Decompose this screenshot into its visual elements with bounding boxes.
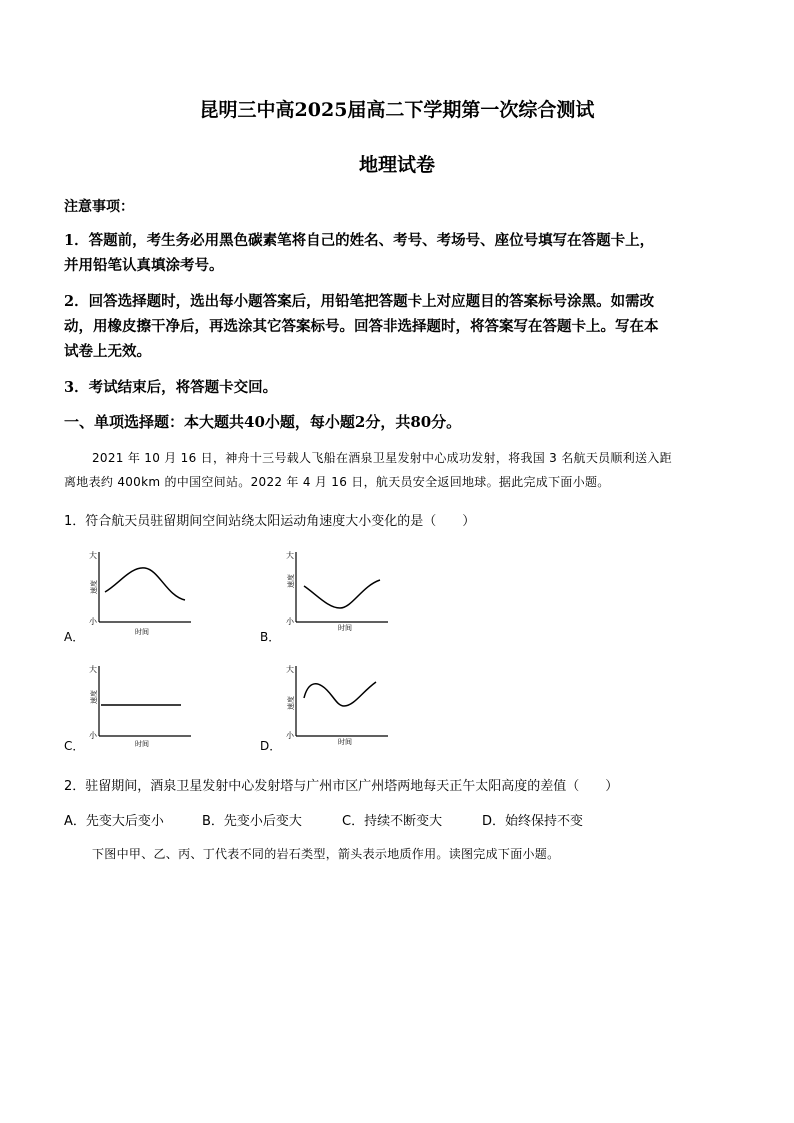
passage-2 [64, 842, 730, 866]
graph-d-curve [304, 682, 376, 706]
option-c-label: C． [64, 739, 85, 753]
graph-b-x-label: 时间 [338, 624, 352, 632]
notice-item-2-line1: 2．回答选择题时，选出每小题答案后，用铅笔把答题卡上对应题目的答案标号涂黑。如需改 [64, 293, 655, 310]
graph-d [282, 660, 392, 752]
passage-1-line2: 离地表约 400km 的中国空间站。2022 年 4 月 16 日，航天员安全返回地球。据此完成下面小题。 [64, 475, 610, 489]
section-heading: 一、单项选择题：本大题共40小题，每小题2分，共80分。 [64, 413, 462, 431]
graph-c-y-label: 速度 [90, 690, 98, 704]
graph-c-x-label: 时间 [135, 740, 149, 748]
graph-c-y-bottom: 小 [89, 731, 97, 740]
notice-item-3 [64, 375, 730, 400]
notice-item-1 [64, 228, 730, 278]
graph-a-y-bottom: 小 [89, 617, 97, 626]
passage-2-line1: 下图中甲、乙、丙、丁代表不同的岩石类型，箭头表示地质作用。读图完成下面小题。 [92, 847, 560, 861]
option-b-label: B． [260, 630, 281, 644]
graph-b-curve [304, 580, 380, 608]
q2-option-c: C．持续不断变大 [342, 814, 443, 829]
graph-a-y-label: 速度 [90, 580, 98, 594]
graph-b-y-label: 速度 [287, 574, 295, 588]
notice-item-2-line2: 动，用橡皮擦干净后，再选涂其它答案标号。回答非选择题时，将答案写在答题卡上。写在本 [64, 318, 659, 335]
q2-option-a: A．先变大后变小 [64, 814, 164, 829]
graph-a [85, 546, 195, 638]
notice-item-1-line1: 1．答题前，考生务必用黑色碳素笔将自己的姓名、考号、考场号、座位号填写在答题卡上， [64, 232, 655, 249]
notice-item-3-line1: 3．考试结束后，将答题卡交回。 [64, 379, 278, 396]
passage-1-line1: 2021 年 10 月 16 日，神舟十三号载人飞船在酒泉卫星发射中心成功发射，将我国 3 名航天员顺利送入距 [92, 451, 672, 465]
question-1-stem: 1．符合航天员驻留期间空间站绕太阳运动角速度大小变化的是（ ） [64, 514, 476, 529]
graph-d-y-bottom: 小 [286, 731, 294, 740]
passage-1 [64, 446, 730, 494]
option-d-label: D． [260, 739, 282, 753]
q2-option-b: B．先变小后变大 [202, 814, 302, 829]
notice-heading: 注意事项： [64, 199, 134, 215]
notice-item-2 [64, 289, 730, 364]
graph-d-y-top: 大 [286, 665, 294, 674]
exam-subtitle: 地理试卷 [358, 154, 435, 176]
graph-d-y-label: 速度 [287, 696, 295, 710]
graph-b [282, 546, 392, 638]
graph-c-y-top: 大 [89, 665, 97, 674]
notice-item-2-line3: 试卷上无效。 [64, 343, 151, 360]
graph-a-x-label: 时间 [135, 628, 149, 636]
q2-option-d: D．始终保持不变 [482, 814, 584, 829]
graph-a-y-top: 大 [89, 551, 97, 560]
option-a-label: A． [64, 630, 85, 644]
graph-b-y-bottom: 小 [286, 617, 294, 626]
graph-b-y-top: 大 [286, 551, 294, 560]
graph-a-curve [105, 568, 185, 600]
exam-title: 昆明三中高2025届高二下学期第一次综合测试 [199, 99, 595, 121]
graph-c [85, 660, 195, 752]
notice-item-1-line2: 并用铅笔认真填涂考号。 [64, 257, 224, 274]
graph-d-x-label: 时间 [338, 738, 352, 746]
question-2-stem: 2．驻留期间，酒泉卫星发射中心发射塔与广州市区广州塔两地每天正午太阳高度的差值（ ） [64, 779, 619, 794]
